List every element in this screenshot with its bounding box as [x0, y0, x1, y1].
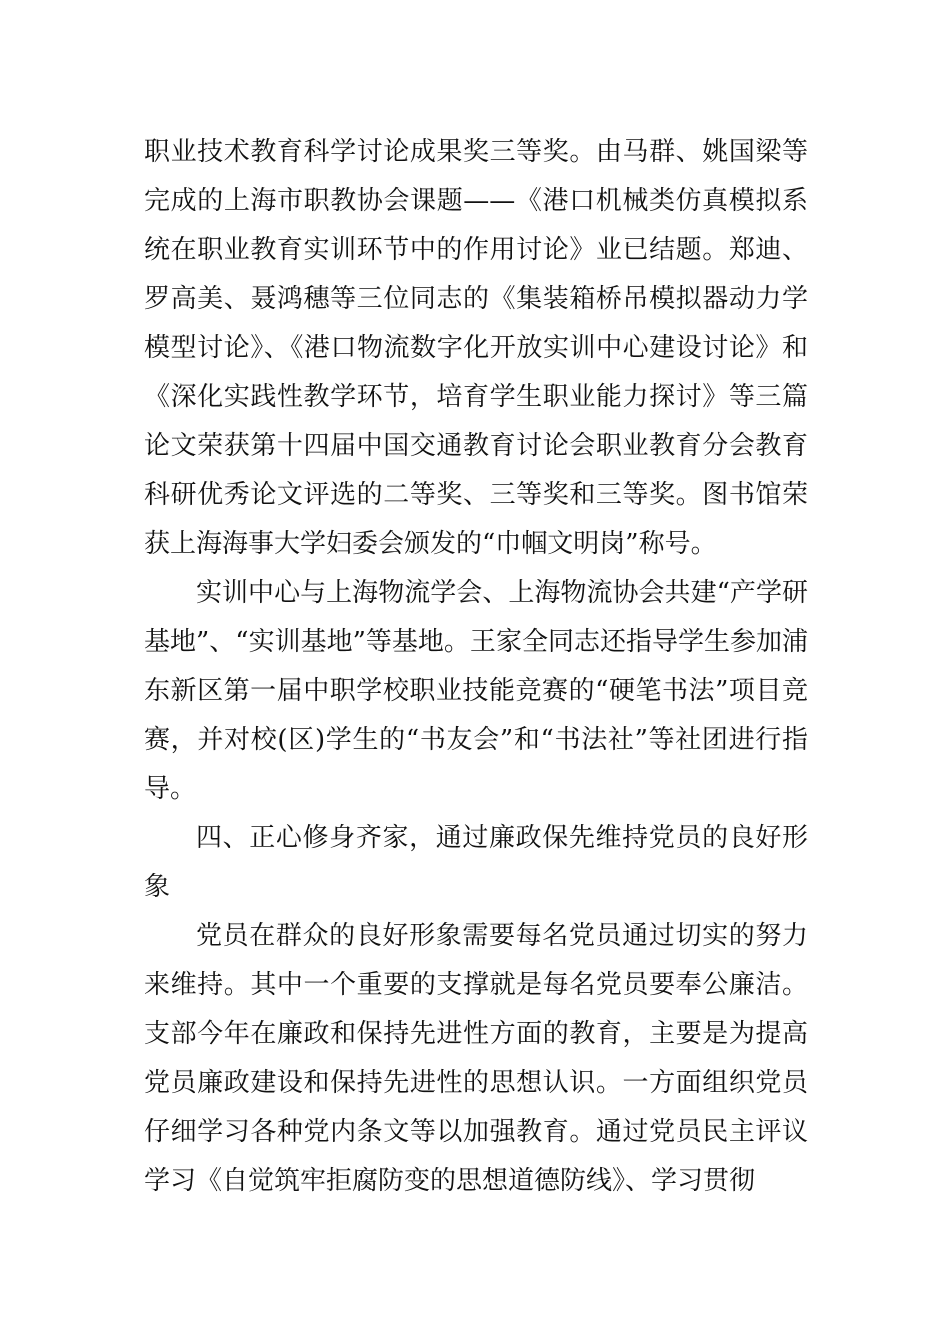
paragraph-party-image: 党员在群众的良好形象需要每名党员通过切实的努力来维持。其中一个重要的支撑就是每名党员要奉公廉洁。支部今年在廉政和保持先进性方面的教育，主要是为提高党员廉政建设和保持先进性的思想认识。一方面组织党员仔细学习各种党内条文等以加强教育。通过党员民主评议学习《自觉筑牢拒腐防变的思想道德防线》、学习贯彻	[144, 921, 808, 1196]
paragraph-training-center: 实训中心与上海物流学会、上海物流协会共建“产学研基地”、“实训基地”等基地。王家全同志还指导学生参加浦东新区第一届中职学校职业技能竞赛的“硬笔书法”项目竞赛，并对校(区)学生的“书友会”和“书法社”等社团进行指导。	[144, 578, 808, 804]
paragraph-awards: 职业技术教育科学讨论成果奖三等奖。由马群、姚国梁等完成的上海市职教协会课题——《港口机械类仿真模拟系统在职业教育实训环节中的作用讨论》业已结题。郑迪、罗高美、聂鸿穗等三位同志的《集装箱桥吊模拟器动力学模型讨论》、《港口物流数字化开放实训中心建设讨论》和《深化实践性教学环节，培育学生职业能力探讨》等三篇论文荣获第十四届中国交通教育讨论会职业教育分会教育科研优秀论文评选的二等奖、三等奖和三等奖。图书馆荣获上海海事大学妇委会颁发的“巾帼文明岗”称号。	[144, 137, 808, 559]
section-heading-four: 四、正心修身齐家，通过廉政保先维持党员的良好形象	[144, 823, 808, 902]
document-body	[144, 128, 808, 1206]
